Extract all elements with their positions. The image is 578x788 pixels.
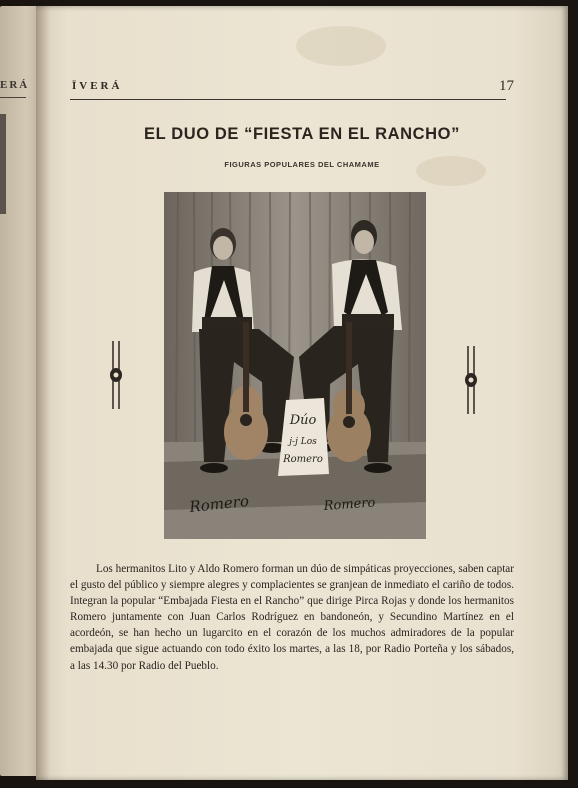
page-number: 17	[499, 78, 514, 94]
autograph-right: Romero	[323, 495, 376, 514]
article-title: EL DUO DE “FIESTA EN EL RANCHO”	[144, 125, 460, 143]
previous-page-image-edge	[0, 114, 6, 214]
previous-page-rule	[0, 97, 26, 98]
paper-stain	[296, 26, 386, 66]
previous-page-header: ERÁ	[0, 79, 30, 91]
article-subtitle: FIGURAS POPULARES DEL CHAMAME	[224, 160, 380, 169]
sign-line-2: j-j Los	[289, 437, 317, 447]
article-body: Los hermanitos Lito y Aldo Romero forman un dúo de simpáticas proyecciones, saben captar el gusto del público y siempre alegres y complacientes se granjean de inmediato el cariño de todos. Integran la popular “Embajada Fiesta en el Rancho” que dirige Pirca Rojas y donde los hermanitos Romero juntamente con Juan Carlos Rodríguez en bandoneón, y Secundino Martínez en el acordeón, se han hecho un lugarcito en el corazón de los muchos admiradores de la popular embajada que sigue actuando con todo éxito los martes, a las 18, por Radio Porteña y los sábados, a las 14.30 por Radio del Pueblo.	[70, 563, 514, 672]
duo-photograph	[164, 192, 426, 539]
sign-line-1: Dúo	[289, 413, 317, 428]
page-gutter-shadow	[36, 6, 50, 780]
running-header: ÏVERÁ	[72, 80, 123, 92]
duo-sign	[278, 398, 329, 476]
header-rule	[70, 99, 506, 100]
magazine-page	[36, 6, 568, 780]
sign-line-3: Romero	[283, 454, 323, 465]
ornament-right-icon	[464, 344, 478, 416]
autograph-left: Romero	[188, 491, 250, 516]
ornament-left-icon	[109, 339, 123, 411]
